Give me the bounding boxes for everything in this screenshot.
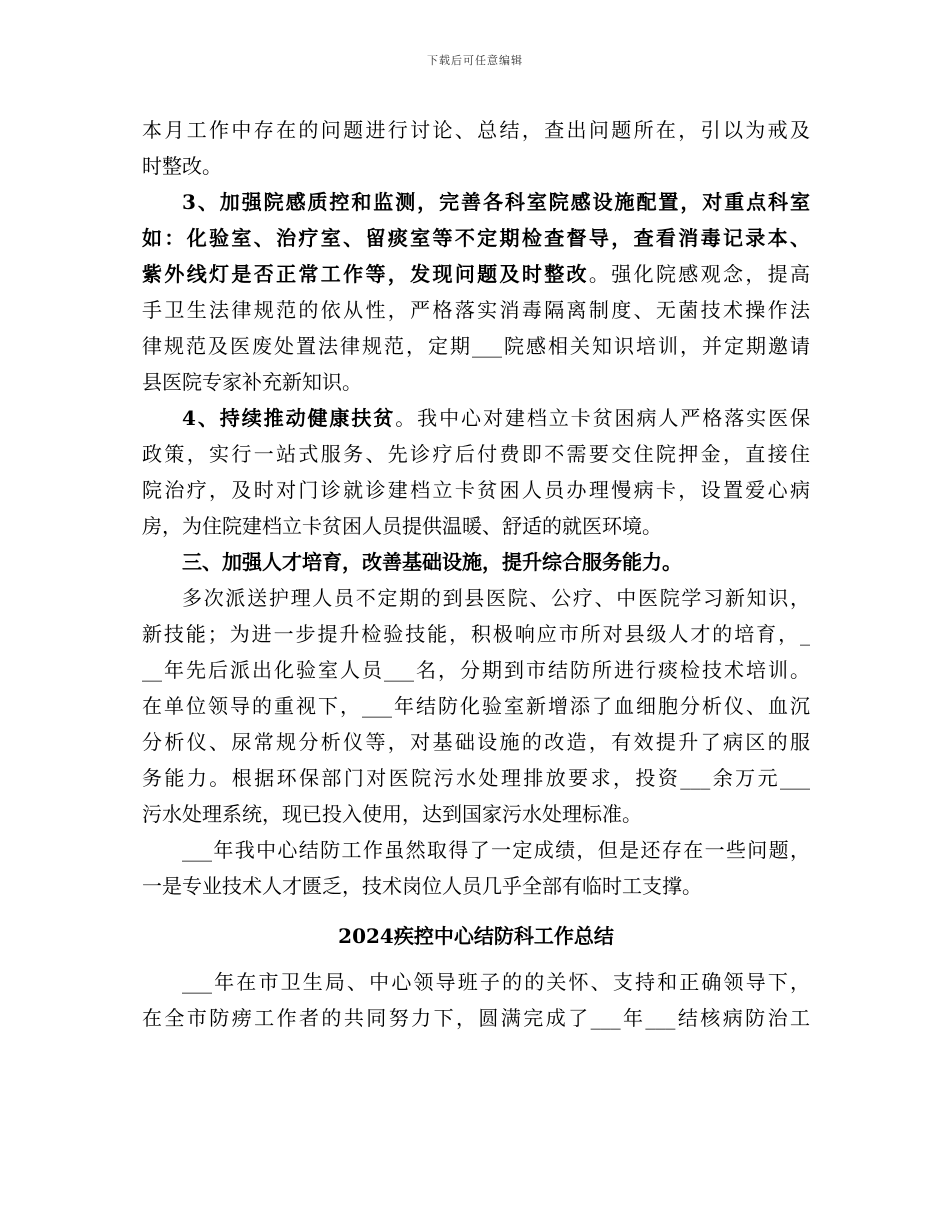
text-line: 务能力。根据环保部门对医院污水处理排放要求，投资___余万元___ xyxy=(142,766,810,790)
text-line: 多次派送护理人员不定期的到县医院、公疗、中医院学习新知识， xyxy=(182,586,810,610)
section-summary xyxy=(142,964,810,1036)
section-problems xyxy=(142,832,810,904)
text-line: 在单位领导的重视下，___年结防化验室新增添了血细胞分析仪、血沉 xyxy=(142,694,810,718)
text-span: 。我中心对建档立卡贫困病人严格落实医保 xyxy=(395,406,810,430)
text-line: 时整改。 xyxy=(142,154,222,178)
section-talent-training xyxy=(142,544,810,832)
section-health-poverty xyxy=(142,400,810,544)
text-line: 新技能；为进一步提升检验技能，积极响应市所对县级人才的培育，_ xyxy=(142,622,810,646)
text-line: 手卫生法律规范的依从性，严格落实消毒隔离制度、无菌技术操作法 xyxy=(142,298,810,322)
bold-text-span: 4、持续推动健康扶贫 xyxy=(182,406,396,430)
text-line: 房，为住院建档立卡贫困人员提供温暖、舒适的就医环境。 xyxy=(142,514,662,538)
text-line: 本月工作中存在的问题进行讨论、总结，查出问题所在，引以为戒及 xyxy=(142,118,810,142)
bold-text-line: 如：化验室、治疗室、留痰室等不定期检查督导，查看消毒记录本、 xyxy=(142,226,810,250)
section-continuation xyxy=(142,112,810,184)
document-title: 2024疾控中心结防科工作总结 xyxy=(338,924,614,948)
mixed-text-line xyxy=(142,400,810,436)
mixed-text-line xyxy=(142,256,810,292)
document-body xyxy=(142,112,810,1036)
text-line: 县医院专家补充新知识。 xyxy=(142,370,362,394)
text-span: 。强化院感观念，提高 xyxy=(588,262,810,286)
bold-text-line: 3、加强院感质控和监测，完善各科室院感设施配置，对重点科室 xyxy=(182,190,810,214)
text-line: 政策，实行一站式服务、先诊疗后付费即不需要交住院押金，直接住 xyxy=(142,442,810,466)
section-infection-control xyxy=(142,184,810,400)
text-line: 在全市防痨工作者的共同努力下，圆满完成了___年___结核病防治工 xyxy=(142,1006,810,1030)
text-line: ___年我中心结防工作虽然取得了一定成绩，但是还存在一些问题， xyxy=(182,838,810,862)
text-line: 一是专业技术人才匮乏，技术岗位人员几乎全部有临时工支撑。 xyxy=(142,874,702,898)
section-heading: 三、加强人才培育，改善基础设施，提升综合服务能力。 xyxy=(182,550,682,574)
bold-text-span: 紫外线灯是否正常工作等，发现问题及时整改 xyxy=(142,262,589,286)
page-header: 下载后可任意编辑 xyxy=(427,54,523,67)
text-line: ___年在市卫生局、中心领导班子的的关怀、支持和正确领导下， xyxy=(182,970,810,994)
text-line: 院治疗，及时对门诊就诊建档立卡贫困人员办理慢病卡，设置爱心病 xyxy=(142,478,810,502)
text-line: 分析仪、尿常规分析仪等，对基础设施的改造，有效提升了病区的服 xyxy=(142,730,810,754)
text-line: __年先后派出化验室人员___名，分期到市结防所进行痰检技术培训。 xyxy=(142,658,810,682)
text-line: 污水处理系统，现已投入使用，达到国家污水处理标准。 xyxy=(142,802,642,826)
text-line: 律规范及医废处置法律规范，定期___院感相关知识培训，并定期邀请 xyxy=(142,334,810,358)
